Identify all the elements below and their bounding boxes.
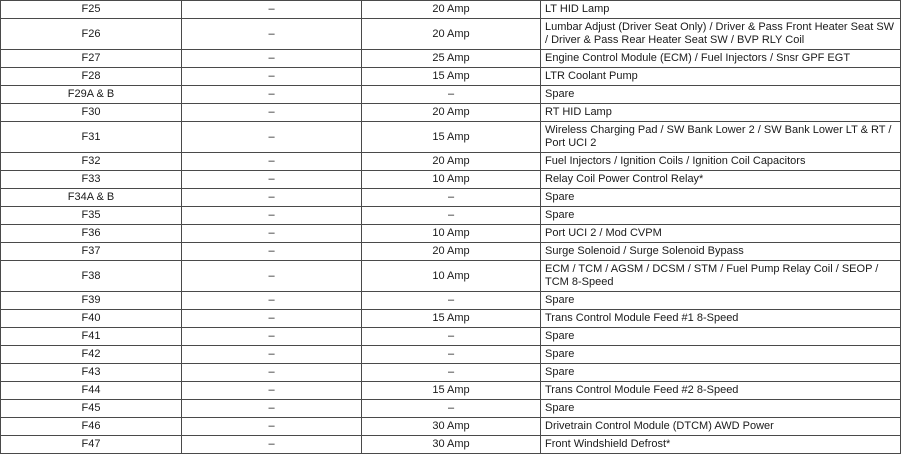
cartridge-fuse-cell: – (182, 19, 362, 50)
fuse-amperage-cell: 20 Amp (362, 1, 541, 19)
cartridge-fuse-cell: – (182, 328, 362, 346)
cartridge-fuse-cell: – (182, 50, 362, 68)
cartridge-fuse-cell: – (182, 171, 362, 189)
fuse-description-cell: Front Windshield Defrost* (541, 436, 901, 454)
fuse-description-cell: Port UCI 2 / Mod CVPM (541, 225, 901, 243)
cartridge-fuse-cell: – (182, 68, 362, 86)
fuse-amperage-cell: 10 Amp (362, 261, 541, 292)
table-row (1, 86, 901, 104)
fuse-description-cell: Trans Control Module Feed #1 8-Speed (541, 310, 901, 328)
fuse-amperage-cell: – (362, 364, 541, 382)
fuse-number-cell: F34A & B (1, 189, 182, 207)
cartridge-fuse-cell: – (182, 400, 362, 418)
table-row (1, 207, 901, 225)
fuse-number-cell: F38 (1, 261, 182, 292)
fuse-description-cell: Spare (541, 292, 901, 310)
fuse-description-cell: LT HID Lamp (541, 1, 901, 19)
fuse-number-cell: F43 (1, 364, 182, 382)
fuse-number-cell: F30 (1, 104, 182, 122)
table-row (1, 122, 901, 153)
table-row (1, 243, 901, 261)
cartridge-fuse-cell: – (182, 153, 362, 171)
fuse-amperage-cell: 30 Amp (362, 418, 541, 436)
table-row (1, 328, 901, 346)
cartridge-fuse-cell: – (182, 382, 362, 400)
fuse-description-cell: Trans Control Module Feed #2 8-Speed (541, 382, 901, 400)
fuse-description-cell: Surge Solenoid / Surge Solenoid Bypass (541, 243, 901, 261)
cartridge-fuse-cell: – (182, 225, 362, 243)
table-row (1, 382, 901, 400)
fuse-number-cell: F27 (1, 50, 182, 68)
table-row (1, 261, 901, 292)
fuse-number-cell: F33 (1, 171, 182, 189)
fuse-description-cell: ECM / TCM / AGSM / DCSM / STM / Fuel Pump Relay Coil / SEOP / TCM 8-Speed (541, 261, 901, 292)
fuse-number-cell: F28 (1, 68, 182, 86)
cartridge-fuse-cell: – (182, 122, 362, 153)
fuse-amperage-cell: – (362, 400, 541, 418)
fuse-amperage-cell: 20 Amp (362, 19, 541, 50)
fuse-number-cell: F42 (1, 346, 182, 364)
fuse-amperage-cell: 20 Amp (362, 153, 541, 171)
fuse-amperage-cell: 25 Amp (362, 50, 541, 68)
table-row (1, 68, 901, 86)
cartridge-fuse-cell: – (182, 261, 362, 292)
fuse-description-cell: Spare (541, 207, 901, 225)
fuse-number-cell: F35 (1, 207, 182, 225)
fuse-description-cell: LTR Coolant Pump (541, 68, 901, 86)
fuse-number-cell: F26 (1, 19, 182, 50)
fuse-number-cell: F37 (1, 243, 182, 261)
fuse-description-cell: RT HID Lamp (541, 104, 901, 122)
fuse-amperage-cell: – (362, 328, 541, 346)
table-row (1, 418, 901, 436)
cartridge-fuse-cell: – (182, 104, 362, 122)
fuse-number-cell: F25 (1, 1, 182, 19)
fuse-description-cell: Fuel Injectors / Ignition Coils / Ignition Coil Capacitors (541, 153, 901, 171)
fuse-number-cell: F36 (1, 225, 182, 243)
fuse-description-cell: Relay Coil Power Control Relay* (541, 171, 901, 189)
fuse-description-cell: Spare (541, 400, 901, 418)
fuse-number-cell: F46 (1, 418, 182, 436)
fuse-description-cell: Spare (541, 364, 901, 382)
fuse-amperage-cell: – (362, 292, 541, 310)
table-row (1, 19, 901, 50)
fuse-number-cell: F32 (1, 153, 182, 171)
fuse-amperage-cell: 10 Amp (362, 171, 541, 189)
table-row (1, 153, 901, 171)
fuse-table-body (1, 1, 901, 454)
cartridge-fuse-cell: – (182, 86, 362, 104)
fuse-amperage-cell: – (362, 346, 541, 364)
fuse-number-cell: F31 (1, 122, 182, 153)
table-row (1, 1, 901, 19)
fuse-amperage-cell: 15 Amp (362, 122, 541, 153)
cartridge-fuse-cell: – (182, 207, 362, 225)
fuse-amperage-cell: – (362, 189, 541, 207)
table-row (1, 400, 901, 418)
cartridge-fuse-cell: – (182, 189, 362, 207)
fuse-number-cell: F40 (1, 310, 182, 328)
cartridge-fuse-cell: – (182, 292, 362, 310)
fuse-description-cell: Spare (541, 189, 901, 207)
table-row (1, 292, 901, 310)
fuse-amperage-cell: 15 Amp (362, 310, 541, 328)
fuse-amperage-cell: 30 Amp (362, 436, 541, 454)
fuse-amperage-cell: 15 Amp (362, 68, 541, 86)
table-row (1, 225, 901, 243)
table-row (1, 171, 901, 189)
fuse-number-cell: F29A & B (1, 86, 182, 104)
fuse-number-cell: F44 (1, 382, 182, 400)
fuse-description-cell: Lumbar Adjust (Driver Seat Only) / Driver & Pass Front Heater Seat SW / Driver & Pass Rear Heater Seat SW / BVP RLY Coil (541, 19, 901, 50)
fuse-amperage-cell: 15 Amp (362, 382, 541, 400)
fuse-number-cell: F45 (1, 400, 182, 418)
cartridge-fuse-cell: – (182, 310, 362, 328)
cartridge-fuse-cell: – (182, 1, 362, 19)
fuse-amperage-cell: – (362, 86, 541, 104)
fuse-number-cell: F47 (1, 436, 182, 454)
fuse-description-cell: Wireless Charging Pad / SW Bank Lower 2 / SW Bank Lower LT & RT / Port UCI 2 (541, 122, 901, 153)
fuse-number-cell: F41 (1, 328, 182, 346)
fuse-description-cell: Engine Control Module (ECM) / Fuel Injectors / Snsr GPF EGT (541, 50, 901, 68)
cartridge-fuse-cell: – (182, 243, 362, 261)
table-row (1, 104, 901, 122)
fuse-amperage-cell: 20 Amp (362, 104, 541, 122)
table-row (1, 189, 901, 207)
table-row (1, 50, 901, 68)
fuse-amperage-cell: 20 Amp (362, 243, 541, 261)
fuse-number-cell: F39 (1, 292, 182, 310)
cartridge-fuse-cell: – (182, 418, 362, 436)
cartridge-fuse-cell: – (182, 364, 362, 382)
fuse-amperage-cell: – (362, 207, 541, 225)
fuse-amperage-cell: 10 Amp (362, 225, 541, 243)
table-row (1, 436, 901, 454)
cartridge-fuse-cell: – (182, 436, 362, 454)
cartridge-fuse-cell: – (182, 346, 362, 364)
table-row (1, 310, 901, 328)
table-row (1, 346, 901, 364)
fuse-description-cell: Spare (541, 86, 901, 104)
fuse-description-cell: Spare (541, 328, 901, 346)
fuse-description-cell: Spare (541, 346, 901, 364)
fuse-description-cell: Drivetrain Control Module (DTCM) AWD Power (541, 418, 901, 436)
table-row (1, 364, 901, 382)
